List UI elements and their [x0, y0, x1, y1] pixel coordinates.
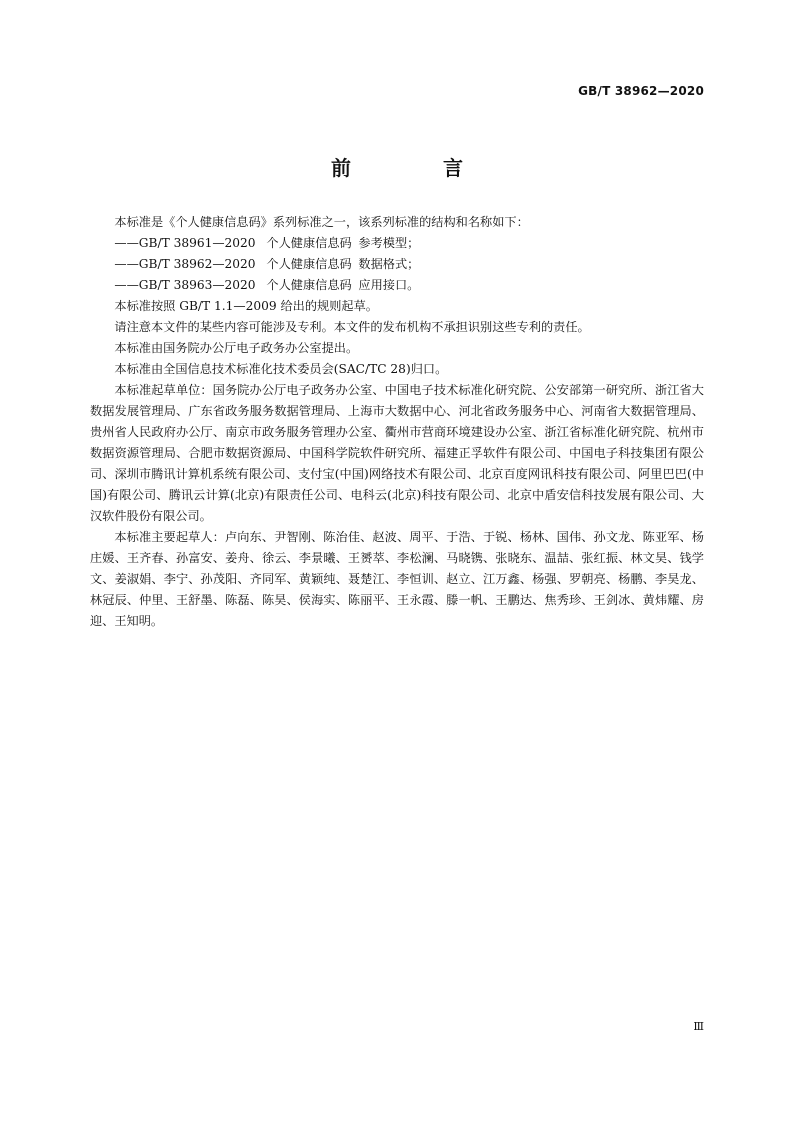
series-item-1	[90, 233, 704, 254]
page-number: Ⅲ	[693, 1020, 704, 1033]
page-title: 前 言	[331, 156, 499, 180]
series-item-2	[90, 254, 704, 275]
series-item-code: ——GB/T 38961—2020	[114, 236, 256, 250]
intro-paragraph: 本标准是《个人健康信息码》系列标准之一，该系列标准的结构和名称如下：	[114, 215, 529, 229]
standard-code: GB/T 38962—2020	[578, 84, 704, 98]
series-item-name: 个人健康信息码	[266, 257, 352, 271]
series-item-3	[90, 275, 704, 296]
foreword-body	[90, 212, 704, 632]
series-item-part: 应用接口。	[358, 278, 420, 292]
drafters-paragraph: 本标准主要起草人：卢向东、尹智刚、陈治佳、赵波、周平、于浩、于锐、杨林、国伟、孙文龙、陈亚军、杨庄媛、王齐春、孙富安、姜舟、徐云、李景曦、王赟萃、李松澜、马晓镌、张晓东、温喆、张红振、林文昊、钱学文、姜淑娟、李宁、孙茂阳、齐同军、黄颖纯、聂楚江、李恒训、赵立、江万鑫、杨强、罗朝亮、杨鹏、李昊龙、林冠辰、仲里、王舒墨、陈磊、陈昊、侯海实、陈丽平、王永霞、滕一帆、王鹏达、焦秀珍、王剑冰、黄炜耀、房迎、王知明。	[90, 530, 704, 628]
series-item-part: 数据格式；	[358, 257, 420, 271]
series-item-code: ——GB/T 38963—2020	[114, 278, 256, 292]
patent-notice-paragraph: 请注意本文件的某些内容可能涉及专利。本文件的发布机构不承担识别这些专利的责任。	[114, 320, 590, 334]
series-item-name: 个人健康信息码	[266, 278, 352, 292]
drafting-rules-paragraph: 本标准按照 GB/T 1.1—2009 给出的规则起草。	[114, 299, 378, 313]
proposed-by-paragraph: 本标准由国务院办公厅电子政务办公室提出。	[114, 341, 359, 355]
drafting-units-paragraph: 本标准起草单位：国务院办公厅电子政务办公室、中国电子技术标准化研究院、公安部第一研究所、浙江省大数据发展管理局、广东省政务服务数据管理局、上海市大数据中心、河北省政务服务中心、河南省大数据管理局、贵州省人民政府办公厅、南京市政务服务管理办公室、衢州市营商环境建设办公室、浙江省标准化研究院、杭州市数据资源管理局、合肥市数据资源局、中国科学院软件研究所、福建正孚软件有限公司、中国电子科技集团有限公司、深圳市腾讯计算机系统有限公司、支付宝(中国)网络技术有限公司、北京百度网讯科技有限公司、阿里巴巴(中国)有限公司、腾讯云计算(北京)有限责任公司、电科云(北京)科技有限公司、北京中盾安信科技发展有限公司、大汉软件股份有限公司。	[90, 383, 704, 523]
series-item-code: ——GB/T 38962—2020	[114, 257, 256, 271]
series-item-part: 参考模型；	[358, 236, 420, 250]
series-item-name: 个人健康信息码	[266, 236, 352, 250]
managed-by-paragraph: 本标准由全国信息技术标准化技术委员会(SAC/TC 28)归口。	[114, 362, 448, 376]
